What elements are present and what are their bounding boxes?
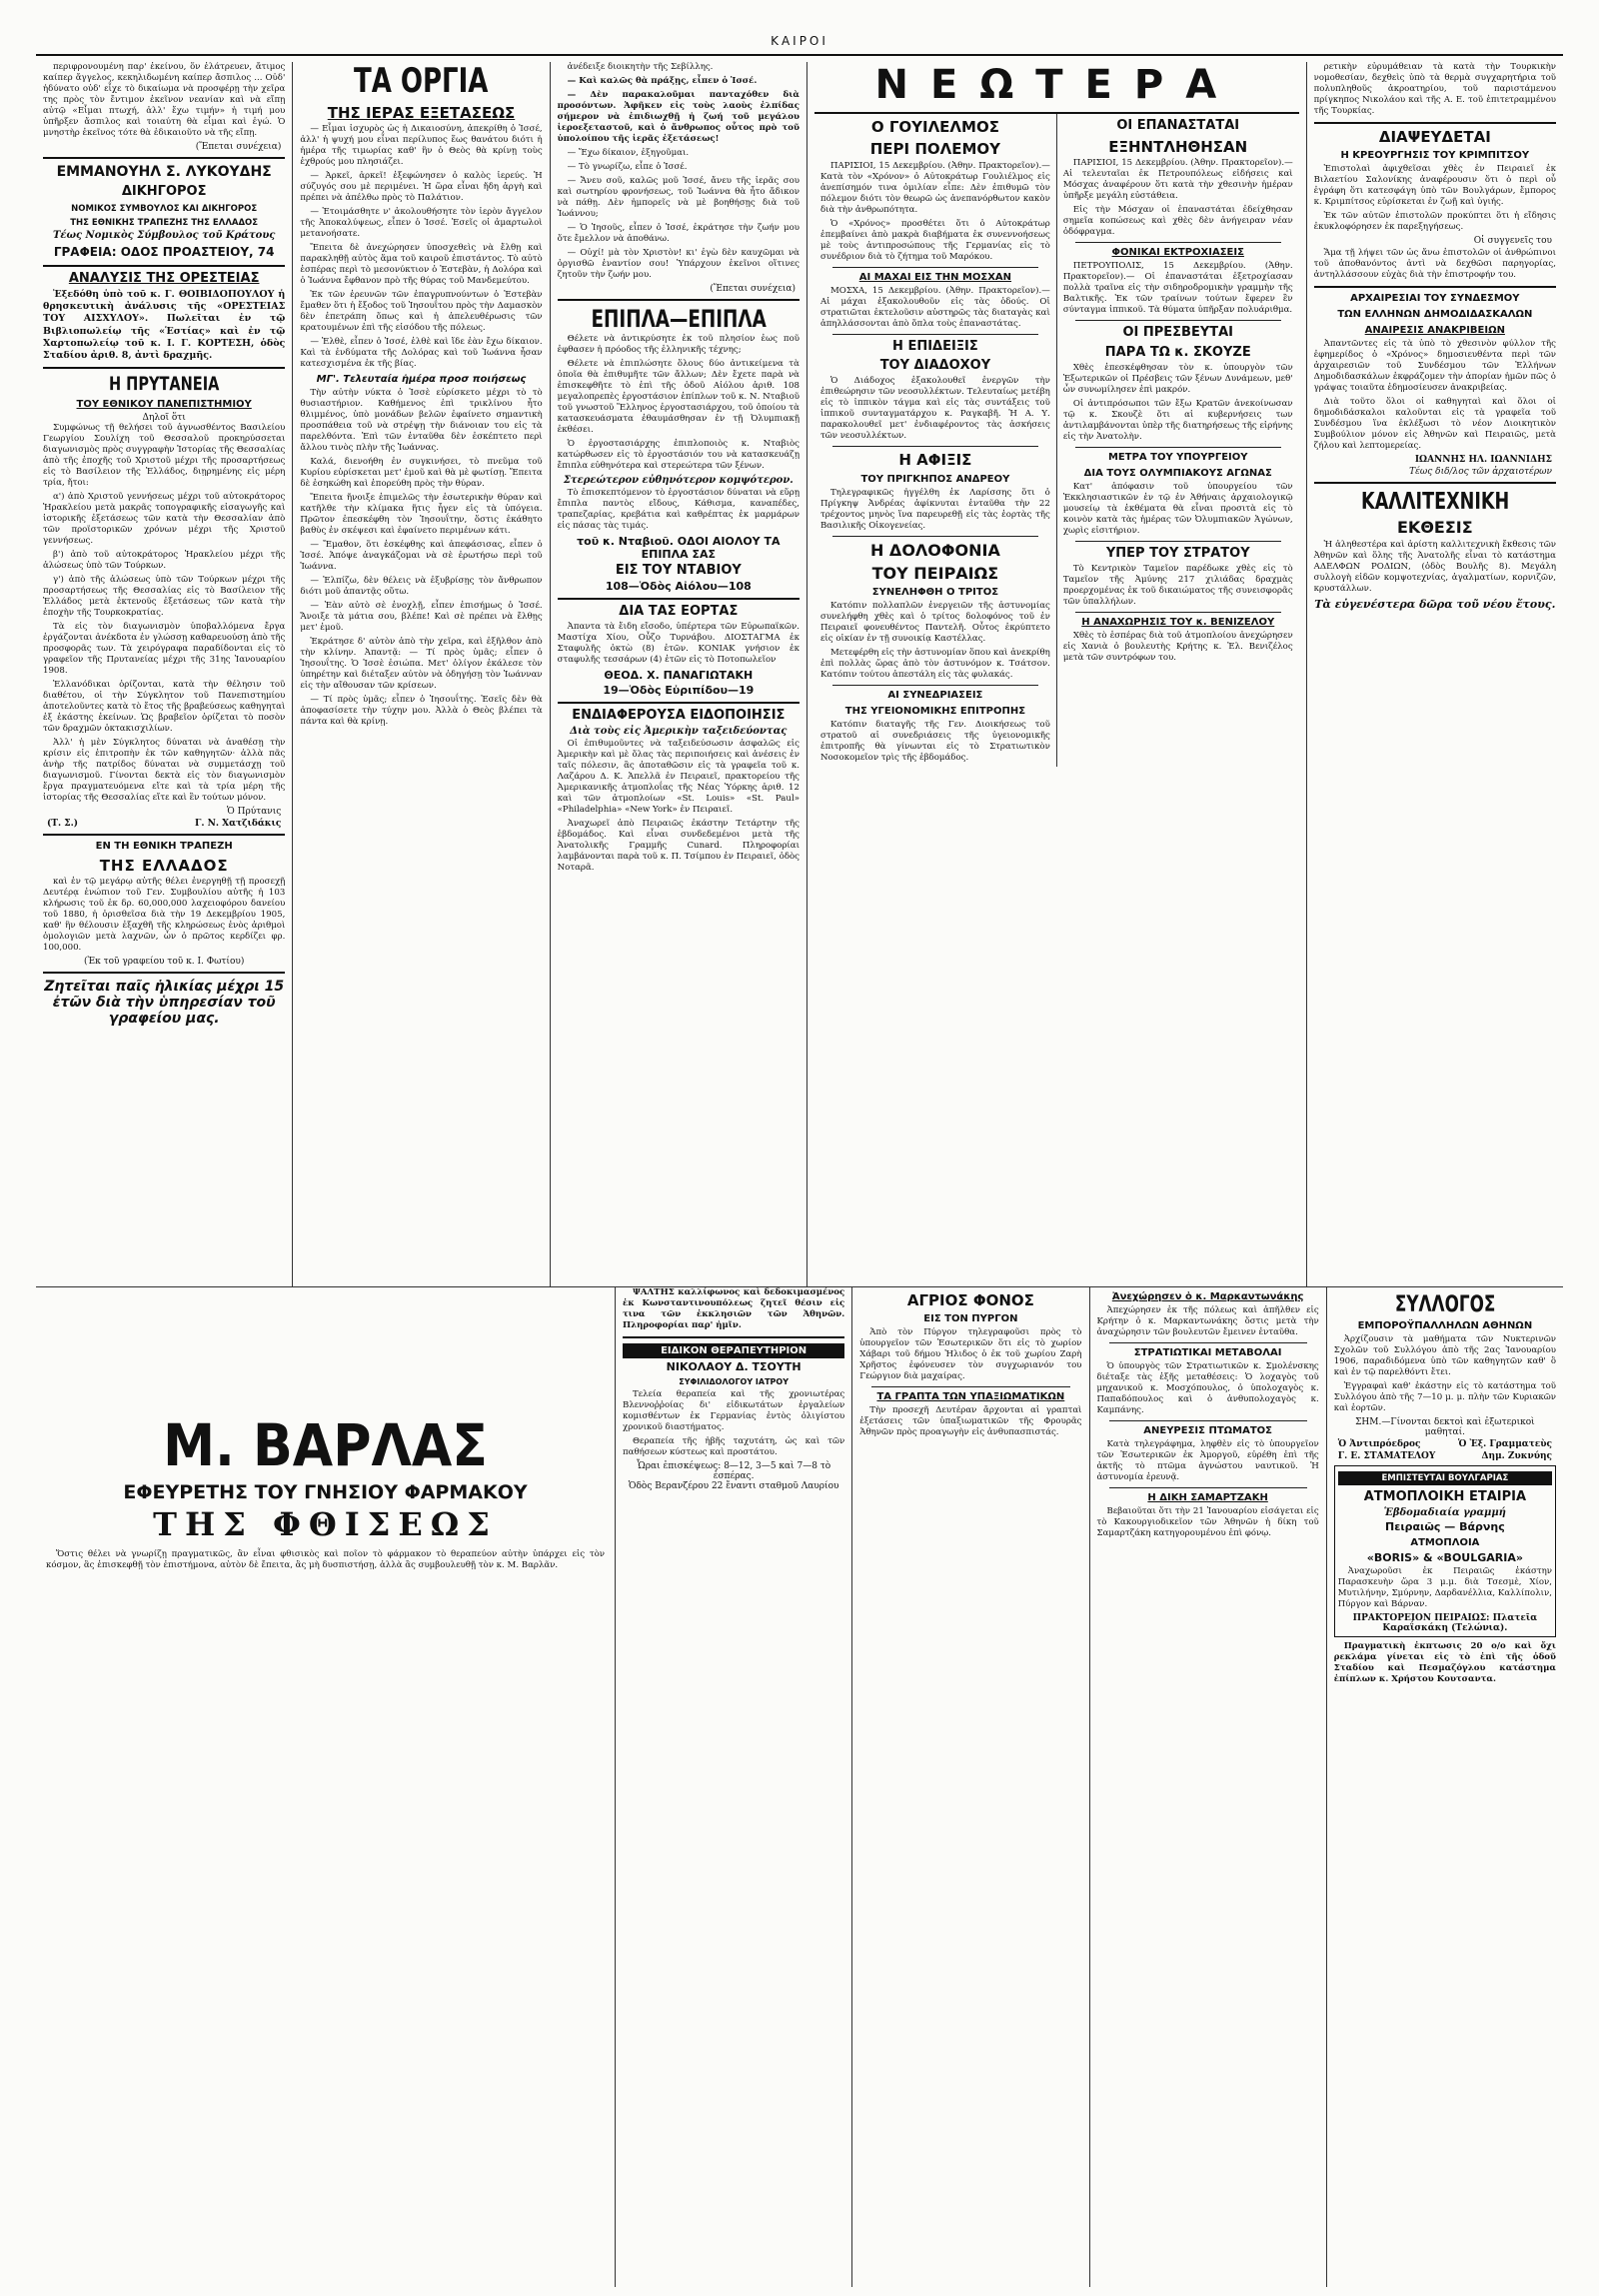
serial-paragraph: — Ἐλθὲ, εἶπεν ὁ Ἰσσέ, ἐλθὲ καὶ ἴδε ἐὰν ἔχω δίκαιον. Καὶ τὰ ἐνδύματα τῆς Δολόρας καὶ τοῦ Ἰωάννα ἦσαν κατεσχισμένα ἐκ τῆς βίας. — [300, 336, 543, 369]
serial-paragraph: — Καὶ καλῶς θὰ πράξῃς, εἶπεν ὁ Ἰσσέ. — [567, 76, 758, 86]
divider — [43, 157, 285, 159]
divider — [1075, 447, 1281, 448]
derailment-headline: ΦΟΝΙΚΑΙ ΕΚΤΡΟΧΙΑΣΕΙΣ — [1111, 247, 1244, 259]
oresteia-headline: ΑΝΑΛΥΣΙΣ ΤΗΣ ΟΡΕΣΤΕΙΑΣ — [68, 271, 260, 287]
news-column-left — [814, 114, 1057, 767]
art-slogan: Τὰ εὐγενέστερα δῶρα τοῦ νέου ἔτους. — [1314, 597, 1556, 611]
furniture-paragraph: Θέλετε νὰ ἀντικρύσητε ἐκ τοῦ πλησίον ἐως ποῦ ἐφθασεν ἡ πρόοδος τῆς ἑλληνικῆς τέχνης; — [557, 334, 800, 356]
art-headline-2: ΕΚΘΕΣΙΣ — [1396, 518, 1473, 538]
news-paragraph: Ὁ «Χρόνος» προσθέτει ὅτι ὁ Αὐτοκράτωρ ἐπεμβαίνει ἀπὸ μακρὰ διαβήματα ἐκ συνεννοήσεως μὲ τοὺς ἀντιπροσώπους τῆς Γερμανίας εἰς τὸ συνέδριον διὰ τὸ ζήτημα τοῦ Μαρόκου. — [819, 218, 1050, 262]
olympics-headline-2: ΔΙΑ ΤΟΥΣ ΟΛΥΜΠΙΑΚΟΥΣ ΑΓΩΝΑΣ — [1083, 468, 1272, 480]
serial-paragraph: Ἐκράτησε δ' αὐτὸν ἀπὸ τὴν χεῖρα, καὶ ἐξῆλθον ἀπὸ τὴν κλίνην. Ἀπαντᾷ: — Τί πρὸς ὑμᾶς; εἶπεν ὁ Ἰησουΐτης. Ὁ Ἰσσὲ ἐσιώπα. Μετ' ὀλίγον ἐκάλεσε τὸν ὑπηρέτην καὶ διέταξεν αὐτὸν νὰ ὁδηγήσῃ τὸν Ἰωάνναν εἰς τὴν αἴθουσαν τῶν κρίσεων. — [300, 636, 543, 691]
serial-paragraph: Ἔπειτα δὲ ἀνεχώρησεν ὑποσχεθεὶς νὰ ἔλθῃ καὶ παρακληθῇ αὐτὸς ἅμα τοῦ καιροῦ ἐπιστάντος. Τὸ αὐτὸ ἑσπέρας περὶ τὸ μεσονύκτιον ὁ Ἐστεβὰν, ἡ Δολόρα καὶ ὁ Ἰωάννα ἔφθανον πρὸ τῆς θύρας τοῦ Μανδεμεύτου. — [300, 242, 543, 286]
bottom-column-6 — [1327, 1287, 1563, 2287]
army-headline: ΥΠΕΡ ΤΟΥ ΣΤΡΑΤΟΥ — [1105, 546, 1250, 562]
serial-paragraph: ἀνέδειξε διοικητὴν τῆς Σεβίλλης. — [567, 62, 714, 72]
prytaneia-paragraph: Ἀλλ' ἡ μὲν Σύγκλητος δύναται νὰ ἀναθέσῃ τὴν κρίσιν εἰς ἐπιτροπὴν ἐκ τῶν καθηγητῶν· ἀλλὰ πᾶς ἀνὴρ τῆς πατρίδος δύναται νὰ συμμετάσχῃ τοῦ διαγωνισμοῦ. Γίνονται δεκτὰ εἰς τὸν διαγωνισμὸν ἔργα πραγματευόμενα εἴτε καὶ τὰ τρία μέρη τῆς ἱστορίας τῆς Θεσσαλίας εἴτε καὶ ἓν τούτων μόνον. — [43, 738, 286, 804]
club-paragraph: Ἀρχίζουσιν τὰ μαθήματα τῶν Νυκτερινῶν Σχολῶν τοῦ Συλλόγου ἀπὸ τῆς 2ας Ἰανουαρίου 1906, παραδιδόμενα ὑπὸ τῶν καθηγητῶν καθ' ὃ καὶ ἐν τῷ παρελθόντι ἔτει. — [1333, 1334, 1556, 1378]
serial-paragraph: — Εἶμαι ἰσχυρὸς ὡς ἡ Δικαιοσύνη, ἀπεκρίθη ὁ Ἰσσέ, ἀλλ' ἡ ψυχή μου εἶναι περίλυπος ἕως θανάτου διότι ἡ ἡμέρα τῆς τιμωρίας καθ' ἣν ὁ Θεὸς θὰ κρίνῃ τοὺς ἐχθρούς μου πλησιάζει. — [300, 123, 543, 167]
news-paragraph: Κατόπιν πολλαπλῶν ἐνεργειῶν τῆς ἀστυνομίας συνελήφθη χθὲς καὶ ὁ τρίτος δολοφόνος τοῦ ἐν Πειραιεῖ φονευθέντος Παντελῆ. Οὗτος ἐκρύπτετο εἰς οἰκίαν ἐν τῇ συνοικίᾳ Καστέλλας. — [819, 601, 1050, 645]
column-3 — [551, 62, 807, 1286]
furniture-address-2: ΕΙΣ ΤΟΥ ΝΤΑΒΙΟΥ — [615, 563, 742, 579]
denial-headline-2: Η ΚΡΕΟΥΡΓΗΣΙΣ ΤΟΥ ΚΡΙΜΠΙΤΣΟΥ — [1340, 150, 1530, 162]
club-signatures-titles — [1338, 1439, 1552, 1449]
serial-paragraph: — Ἄνευ σοῦ, καλῶς μοῦ Ἰσσέ, ἄνευ τῆς ἱερᾶς σου καὶ σωτηρίου φρονήσεως, τοῦ Ἰωάννα θὰ ἦτο ἄδικον νὰ πάθῃ. Δὲν ἠμπορεῖς νὰ μὲ βοηθήσῃς διὰ τοῦ Ἰωάννου; — [557, 176, 800, 219]
bottom-column-5 — [1090, 1287, 1327, 2287]
divider — [832, 446, 1038, 447]
teachers-headline-2: ΤΩΝ ΕΛΛΗΝΩΝ ΔΗΜΟΔΙΔΑΣΚΑΛΩΝ — [1337, 309, 1533, 321]
andreas-headline-2: ΤΟΥ ΠΡΙΓΚΗΠΟΣ ΑΝΔΡΕΟΥ — [860, 473, 1010, 485]
lawyer-line-3: Τέως Νομικὸς Σύμβουλος τοῦ Κράτους — [52, 230, 276, 242]
prytaneia-paragraph: Συμφώνως τῇ θελήσει τοῦ ἀγνωσθέντος Βασιλείου Γεωργίου Σουλίχη τοῦ Θεσσαλοῦ προκηρύσσεται διαγωνισμὸς πρὸς συγγραφὴν Ἱστορίας τῆς Θεσσαλίας ἀπὸ τῆς ἐποχῆς τοῦ Χριστοῦ μέχρι τῆς προσαρτήσεως εἰς τὸ Βασίλειον τῆς Ἑλλάδος, διῃρημένης εἰς μέρη τρία, ἤτοι: — [43, 423, 286, 489]
news-paragraph: ρετικὴν εὐρυμάθειαν τὰ κατὰ τὴν Τουρκικὴν νομοθεσίαν, δεχθεὶς ὑπὸ τὰ θερμὰ συγχαρητήρια τοῦ πολυπληθοῦς ἀκροατηρίου, τοῦ παριστάμενου πρίγκηπος Νικολάου καὶ τῆς Α. Ε. τοῦ ἐπιτετραμμένου τῆς Τουρκίας. — [1313, 62, 1556, 116]
club-note: ΣΗΜ.—Γίνονται δεκτοὶ καὶ ἐξωτερικοὶ μαθηταί. — [1355, 1417, 1535, 1438]
serial-paragraph: — Ἔχω δίκαιον, ἐξηγοῦμαι. — [567, 148, 690, 158]
vice-president-name: Γ. Ε. ΣΤΑΜΑΤΕΛΟΥ — [1337, 1451, 1436, 1462]
furniture-address-3: 108—Ὁδὸς Αἰόλου—108 — [605, 580, 752, 594]
fonos-headline-2: ΕΙΣ ΤΟΝ ΠΥΡΓΟΝ — [923, 1313, 1018, 1325]
revolution-headline-1: ΟΙ ΕΠΑΝΑΣΤΑΤΑΙ — [1116, 118, 1240, 133]
varlas-text: Ὅστις θέλει νὰ γνωρίζῃ πραγματικῶς, ἂν εἶναι φθισικὸς καὶ ποῖον τὸ φάρμακον τὸ θεραπεύον αὐτὴν ὑπάρχει εἰς τὸν κόσμον, ἂς ἐπισκεφθῇ τὸν ἐπιστήμονα, αὐτὸν δὲ ἔπειτα, ἂς μὴ δυσπιστήσῃ, ἀλλὰ ἂς συμβουλευθῇ τὸν κ. Μ. Βαρλᾶν. — [46, 1549, 605, 1570]
prytaneia-headline: Η ΠΡΥΤΑΝΕΙΑ — [108, 373, 220, 396]
divider — [832, 334, 1038, 335]
holiday-headline: ΔΙΑ ΤΑΣ ΕΟΡΤΑΣ — [619, 604, 739, 620]
serial-paragraph: Τὴν αὐτὴν νύκτα ὁ Ἰσσὲ εὑρίσκετο μέχρι τὸ τὸ θυσιαστήριον. Καθήμενος ἐπὶ τρικλίνου ἦτο θλιμμένος, ὑπὸ μονάδων βελῶν ἐφαίνετο σημαντικὴ προσπάθεια τοῦ νὰ στρέψῃ τὴν διάνοιαν του εἰς τὰ παρελθόντα. Ἐπὶ τῶν ἐνταῦθα δὲν ἐσκέπτετο περὶ ἄλλου τινὸς πλὴν τῆς Ἰωάννας. — [300, 387, 543, 453]
serial-subheadline: ΤΗΣ ΙΕΡΑΣ ΕΞΕΤΑΣΕΩΣ — [327, 103, 516, 122]
heir-headline-2: ΤΟΥ ΔΙΑΔΟΧΟΥ — [879, 358, 991, 374]
prytaneia-paragraph: Τὰ εἰς τὸν διαγωνισμὸν ὑποβαλλόμενα ἔργα ἐργάζονται ἀνέκδοτα ἐν γλώσσῃ καθαρευούσῃ ἀπὸ τῆς προσφορᾶς των. Τὰ χειρόγραφα παραδίδονται εἰς τὸ γραφεῖον τῆς Πρυτανείας μέχρι τῆς 31ης Ἰανουαρίου 1908. — [43, 622, 286, 677]
serial-paragraph: — Τί πρὸς ὑμᾶς; εἶπεν ὁ Ἰησουΐτης. Ἐσεῖς δὲν θὰ ἀποφασίσετε τὴν τύχην μου. Ἀλλὰ ὁ Θεὸς βλέπει τὰ πάντα καὶ θὰ κρίνῃ. — [300, 694, 543, 727]
furniture-paragraph: Τὸ ἐπισκεπτόμενον τὸ ἐργοστάσιον δύναται νὰ εὕρῃ ἔπιπλα παντὸς εἴδους, Κάθισμα, καναπέδες, τραπεζαρίας, κρεβάτια καὶ καθρέπτας ἐκ μαρμάρων εἰς πάσας τὰς τιμάς. — [557, 488, 800, 532]
masthead: ΚΑΙΡΟΙ — [771, 34, 828, 48]
rector-name: Γ. Ν. Χατζιδάκις — [195, 819, 282, 830]
ambassadors-headline-2: ΠΑΡΑ ΤΩ κ. ΣΚΟΥΖΕ — [1104, 345, 1251, 361]
divider — [558, 702, 800, 704]
prytaneia-sign-title: Ὁ Πρύτανις — [227, 807, 282, 818]
divider — [558, 299, 800, 301]
clinic-headline: ΕΙΔΙΚΟΝ ΘΕΡΑΠΕΥΤΗΡΙΟΝ — [623, 1343, 844, 1358]
news-paragraph: Ἀπεχώρησεν ἐκ τῆς πόλεως καὶ ἀπῆλθεν εἰς Κρήτην ὁ κ. Μαρκαντωνάκης ὅστις μετὰ τὴν ἀναχώρησιν τῶν βουλευτῶν ἔμεινεν ἐνταῦθα. — [1096, 1305, 1319, 1337]
furniture-slogan: Στερεώτερον εὐθηνότερον κομψότερον. — [563, 475, 794, 487]
column-6 — [1307, 62, 1563, 1286]
news-paragraph: Τὴν προσεχῆ Δευτέραν ἄρχονται αἱ γραπταὶ ἐξετάσεις τῶν ὑπαξιωματικῶν τῆς Φρουρᾶς Ἀθηνῶν πρὸς προαγωγὴν εἰς ἀνθυπασπιστάς. — [859, 1405, 1082, 1438]
seal-mark: (Τ. Σ.) — [47, 819, 78, 830]
divider — [43, 367, 285, 369]
bottom-column-3 — [616, 1287, 852, 2287]
psaltis-ad: ΨΑΛΤΗΣ καλλίφωνος καὶ δεδοκιμασμένος ἐκ Κωνσταντινουπόλεως ζητεῖ θέσιν εἰς τινα τῶν ἐκκλησιῶν τῶν Ἀθηνῶν. Πληροφορίαι παρ' ἡμῖν. — [623, 1287, 845, 1330]
bank-headline-1: ΕΝ ΤΗ ΕΘΝΙΚΗ ΤΡΑΠΕΖΗ — [95, 841, 233, 853]
clinic-doctor-name: ΝΙΚΟΛΑΟΥ Δ. ΤΣΟΥΤΗ — [666, 1360, 801, 1373]
club-headline-2: ΕΜΠΟΡΟΫΠΑΛΛΗΛΩΝ ΑΘΗΝΩΝ — [1357, 1320, 1533, 1332]
murder-headline-1: Η ΔΟΛΟΦΟΝΙΑ — [869, 540, 1000, 560]
vice-president-title: Ὁ Ἀντιπρόεδρος — [1337, 1439, 1421, 1450]
denial-headline-1: ΔΙΑΨΕΥΔΕΤΑΙ — [1378, 128, 1491, 146]
varlas-subtitle-2: ΤΗΣ ΦΘΙΣΕΩΣ — [153, 1505, 498, 1543]
art-headline-1: ΚΑΛΛΙΤΕΧΝΙΚΗ — [1360, 489, 1509, 516]
prytaneia-paragraph: β') ἀπὸ τοῦ αὐτοκράτορος Ἡρακλείου μέχρι τῆς ἁλώσεως ὑπὸ τῶν Τούρκων. — [43, 550, 286, 572]
prytaneia-subheadline: ΤΟΥ ΕΘΝΙΚΟΥ ΠΑΝΕΠΙΣΤΗΜΙΟΥ — [76, 399, 252, 411]
news-paragraph: Μετεφέρθη εἰς τὴν ἀστυνομίαν ὅπου καὶ ἀνεκρίθη ἐπὶ πολλὰς ὥρας ἀπὸ τὸν ἀστυνόμον κ. Τσάτσον. Κατόπιν τούτου ἀπεστάλη εἰς τὰς φυλακάς. — [819, 648, 1050, 681]
news-paragraph: Τηλεγραφικῶς ἠγγέλθη ἐκ Λαρίσσης ὅτι ὁ Πρίγκηψ Ἀνδρέας ἀφίκνυται ἐνταῦθα τὴν 22 τρέχοντος μηνὸς ἵνα παρευρεθῇ εἰς τὰς ἑορτὰς τῆς Βασιλικῆς Οἰκογενείας. — [819, 487, 1050, 531]
serial-paragraph: — Δὲν παρακαλοῦμαι πανταχόθεν διὰ προσόντων. Ἀφῆκεν εἰς τοὺς λαοὺς ἐλπίδας σήμερον νὰ ἐπιδιωχθῇ ἡ ζωή τοῦ μεγάλου ἱεροεξεταστοῦ, καὶ ὁ ἄνθρωπος οὗτος πρὸ τοῦ ὑπολοίπου τῆς ἱερᾶς ἐξετάσεως! — [557, 90, 800, 144]
america-headline: ΕΝΔΙΑΦΕΡΟΥΣΑ ΕΙΔΟΠΟΙΗΣΙΣ — [572, 708, 786, 724]
prytaneia-paragraph: γ') ἀπὸ τῆς ἁλώσεως ὑπὸ τῶν Τούρκων μέχρι τῆς προσαρτήσεως τῆς Θεσσαλίας εἰς τὸ Βασίλειον τῆς Ἑλλάδος μετὰ ἐκτενοῦς ἐξετάσεως τῶν κατὰ τὴν ἐποχὴν τῆς Τουρκοκρατίας. — [43, 575, 286, 619]
america-paragraph: Ἀναχωρεῖ ἀπὸ Πειραιῶς ἐκάστην Τετάρτην τῆς ἑβδομάδος. Καὶ εἶναι συνδεδεμένοι μετὰ τῆς Ἀνατολικῆς Γραμμῆς Cunard. Πληροφορίαι λαμβάνονται παρὰ τοῦ κ. Π. Τσίμπου ἐν Πειραιεῖ, ὁδὸς Νοταρᾶ. — [557, 819, 800, 874]
news-section-title: ΝΕΩΤΕΡΑ — [874, 62, 1239, 108]
clinic-paragraph: Θεραπεία τῆς ἠβῆς ταχυτάτη, ὡς καὶ τῶν παθήσεων κύστεως καὶ προστάτου. — [623, 1435, 845, 1457]
news-paragraph: Κατ' ἀπόφασιν τοῦ ὑπουργείου τῶν Ἐκκλησιαστικῶν ἐν τῷ ἐν Ἀθήναις ἀρχαιολογικῷ μουσείῳ τὰ ἐκθέματα θὰ εἶναι προσιτὰ εἰς τὸ κοινὸν κατὰ τὰς ἡμέρας τῶν Ὀλυμπιακῶν Ἀγώνων, χωρὶς εἰσιτήριον. — [1062, 482, 1293, 537]
serial-paragraph: Ἐκ τῶν ἐρευνῶν τῶν ἐπαγρυπνούντων ὁ Ἐστεβὰν ἔμαθεν ὅτι ἡ ἔξοδος τοῦ Ἰησουΐτου πρὸς τὴν Δαμασκὸν δὲν ἐπετράπη ὅπως καὶ ἡ ἀπελευθέρωσις τῶν κρατουμένων ἐπὶ τῆς εἰσόδου τῆς πόλεως. — [300, 289, 543, 333]
lawyer-line-1: ΝΟΜΙΚΟΣ ΣΥΜΒΟΥΛΟΣ ΚΑΙ ΔΙΚΗΓΟΡΟΣ — [71, 204, 258, 215]
serial-paragraph: — Οὐχί! μὰ τὸν Χριστὸν! κι' ἐγὼ δὲν καυχῶμαι νὰ ὀργισθῶ ἐναντίον σου! Ὑπάρχουν ἐκεῖνοι οἵτινες ζητοῦν τὴν ζωήν μου. — [557, 248, 800, 280]
olympics-headline-1: ΜΕΤΡΑ ΤΟΥ ΥΠΟΥΡΓΕΙΟΥ — [1107, 452, 1248, 464]
serial-paragraph: — Ἀρκεῖ, ἀρκεῖ! ἐξεφώνησεν ὁ καλὸς ἱερεύς. Ἡ σύζυγός σου μὲ περιμένει. Ἡ ὥρα εἶναι ἤδη ἀργὴ καὶ πρέπει νὰ ἀπέλθω πρὸς τὸ Παλάτιον. — [300, 170, 543, 203]
serial-paragraph: — Τὸ γνωρίζω, εἶπε ὁ Ἰσσέ. — [567, 162, 688, 172]
oresteia-text: Ἐξεδόθη ὑπὸ τοῦ κ. Γ. ΘΟΙΒΙΔΟΠΟΥΛΟΥ ἡ θρησκευτικὴ ἀνάλυσις τῆς «ΟΡΕΣΤΕΙΑΣ ΤΟΥ ΑΙΣΧΥΛΟΥ». Πωλεῖται ἐν τῷ Βιβλιοπωλείῳ τῆς «Ἑστίας» καὶ ἐν τῷ Χαρτοπωλείῳ τοῦ κ. Ι. Γ. ΚΟΡΤΕΣΗ, ὁδὸς Σταδίου ἀριθ. 8, ἀντὶ δραχμῆς. — [43, 289, 286, 361]
divider — [43, 265, 285, 267]
top-rule — [36, 54, 1563, 56]
news-section — [807, 62, 1307, 1286]
shipping-route: Πειραιῶς — Βάρνης — [1385, 1520, 1505, 1534]
secretary-title: Ὁ Ἐξ. Γραμματεὺς — [1457, 1439, 1552, 1450]
news-subcolumns — [814, 114, 1299, 767]
murder-headline-2: ΤΟΥ ΠΕΙΡΑΙΩΣ — [871, 564, 999, 584]
divider — [1109, 1420, 1307, 1421]
ad-spacer — [46, 1297, 605, 1407]
news-paragraph: ΠΑΡΙΣΙΟΙ, 15 Δεκεμβρίου. (Ἀθην. Πρακτορεῖον).— Αἱ τελευταῖαι ἐκ Πετρουπόλεως εἰδήσεις καὶ Μόσχας ἀναφέρουν ὅτι κατὰ τὴν χθεσινὴν ἡμέραν ὑπῆρξε μεγάλη εὐστάθεια. — [1062, 158, 1293, 202]
serial-paragraph: — Ἐὰν αὐτὸ σὲ ἐνοχλῇ, εἶπεν ἐπισήμως ὁ Ἰσσέ. Ἄνοιξε τὰ μάτια σου, βλέπε! Καὶ σὲ πρέπει νὰ ἔλθῃς μετ' ἐμοῦ. — [300, 600, 543, 633]
shipping-boats-headline: ΑΤΜΟΠΛΟΙΑ — [1410, 1537, 1480, 1549]
news-banner — [814, 62, 1299, 114]
lawyer-title: ΔΙΚΗΓΟΡΟΣ — [121, 184, 207, 200]
divider — [1314, 122, 1556, 124]
serial-paragraph: Ἔπειτα ἤνοιξε ἐπιμελῶς τὴν ἐσωτερικὴν θύραν καὶ κατῆλθε τὴν κλίμακα ἥτις ἦγεν εἰς τὰ ὑπόγεια. Πρῶτον ἐπεσκέφθη τὸν Ἰησουΐτην, ὅστις ἐκάθητο βαθὺς ἐν σκέψεσι καὶ ἐφαίνετο περιμένων κάτι. — [300, 492, 543, 536]
serial-paragraph: — Ἐτοιμάσθητε ν' ἀκολουθήσητε τὸν ἱερὸν ἄγγελον τῆς Ἀποκαλύψεως, εἶπεν ὁ Ἰσσέ. Ἐσεῖς οἱ ἁμαρτωλοὶ μετανοήσατε. — [300, 206, 543, 239]
lawyer-line-2: ΤΗΣ ΕΘΝΙΚΗΣ ΤΡΑΠΕΖΗΣ ΤΗΣ ΕΛΛΑΔΟΣ — [70, 218, 259, 229]
bank-source: (Ἐκ τοῦ γραφείου τοῦ κ. Ι. Φωτίου) — [83, 957, 245, 968]
exams-headline: ΤΑ ΓΡΑΠΤΑ ΤΩΝ ΥΠΑΞΙΩΜΑΤΙΚΩΝ — [876, 1391, 1065, 1403]
lawyer-address: ΓΡΑΦΕΙΑ: ΟΔΟΣ ΠΡΟΑΣΤΕΙΟΥ, 74 — [53, 245, 275, 260]
news-paragraph: ΠΑΡΙΣΙΟΙ, 15 Δεκεμβρίου. (Ἀθην. Πρακτορεῖον).—Κατὰ τὸν «Χρόνον» ὁ Αὐτοκράτωρ Γουλιέλμος εἰς ἀνεπίσημόν τινα ὁμιλίαν εἶπε: Δὲν ἐπιθυμῶ τὸν πόλεμον διότι τὸν θεωρῶ ὡς ἀνεπανόρθωτον κακὸν διὰ τὴν ἀνθρωπότητα. — [819, 160, 1050, 215]
wilhelm-headline-1: Ο ΓΟΥΙΛΕΛΜΟΣ — [870, 118, 999, 136]
assoc-headline-1: ΑΙ ΣΥΝΕΔΡΙΑΣΕΙΣ — [887, 690, 983, 702]
news-paragraph: Ὁ Διάδοχος ἐξακολουθεῖ ἐνεργῶν τὴν ἐπιθεώρησιν τῶν νεοσυλλέκτων. Τελευταίως μετέβη εἰς τὸ ἱππικὸν τάγμα καὶ εἰς τὰς συντάξεις τοῦ ἱππικοῦ συνταγματάρχου κ. Ραγκαβῆ. Ἡ Α. Υ. παρακολουθεῖ μετ' ἐνδιαφέροντος τὰς ἀσκήσεις τῶν νεοσυλλέκτων. — [819, 376, 1050, 442]
furniture-paragraph: Θέλετε νὰ ἐπιπλώσητε ὅλους δύο ἀντικείμενα τὰ ὁποῖα θὰ ἐπιθυμῆτε τῶν ἄλλων; Δὲν ἔχετε παρὰ νὰ ἐπισκεφθῆτε τὸ ἐπὶ τῆς ὁδοῦ Αἰόλου ἀριθ. 108 μεγαλοπρεπὲς ἐργοστάσιον ἐπίπλων τοῦ κ. Ν. Νταβιοῦ τοῦ γνωστοῦ Ἕλληνος ἐργοστασιάρχου, τοῦ ὁποίου τὰ κατασκευάσματα ἐθαυμάσθησαν ἐν τῇ Ὀλυμπιακῇ ἐκθέσει. — [557, 359, 800, 436]
clinic-hours: Ὧραι ἐπισκέψεως: 8—12, 3—5 καὶ 7—8 τὸ ἑσπέρας. — [637, 1460, 831, 1481]
moscow-headline: ΑΙ ΜΑΧΑΙ ΕΙΣ ΤΗΝ ΜΟΣΧΑΝ — [858, 271, 1012, 283]
wanted-ad: Ζητεῖται παῖς ἡλικίας μέχρι 15 ἐτῶν διὰ τὴν ὑπηρεσίαν τοῦ γραφείου μας. — [44, 979, 285, 1028]
news-paragraph: Διὰ τοῦτο ὅλοι οἱ καθηγηταὶ καὶ ὅλοι οἱ δημοδιδάσκαλοι καλοῦνται εἰς τὰ γραφεῖα τοῦ Συνδέσμου ἵνα ἐκλέξωσι τὸ νέον Διοικητικὸν Συμβούλιον μόνον εἰς Ἀθηνῶν καὶ Πειραιῶς, μετὰ ζήλου καὶ λεπτομερείας. — [1313, 397, 1556, 452]
serial-paragraph: — Ἐλπίζω, δὲν θέλεις νὰ ἐξυβρίσῃς τὸν ἄνθρωπον διότι μοῦ ἀπαντᾷς οὕτω. — [300, 575, 543, 597]
shipping-agent: ΠΡΑΚΤΟΡΕΙΟΝ ΠΕΙΡΑΙΩΣ: Πλατεῖα Καραΐσκάκη (Τελώνια). — [1352, 1613, 1538, 1634]
ambassadors-headline-1: ΟΙ ΠΡΕΣΒΕΥΤΑΙ — [1122, 325, 1234, 341]
prytaneia-paragraph: Ἐλλανόδικαι ὁρίζονται, κατὰ τὴν θέλησιν τοῦ διαθέτου, οἱ τὴν Σύγκλητον τοῦ Πανεπιστημίου ἀποτελοῦντες κατὰ τὸ ἔτος τῆς βραβεύσεως καθηγηταὶ ἐξ ἑκάστης ἐκείνων. Ὡς βραβεῖον ὁρίζεται τὸ ποσὸν τῶν δραχμῶν ὀκτακισχιλίων. — [43, 680, 286, 735]
club-headline-1: ΣΥΛΛΟΓΟΣ — [1394, 1292, 1496, 1317]
clinic-doctor-title: ΣΥΦΙΛΙΔΟΛΟΓΟΥ ΙΑΤΡΟΥ — [679, 1377, 789, 1386]
news-paragraph: Τὸ Κεντρικὸν Ταμεῖον παρέδωκε χθὲς εἰς τὸ Ταμεῖον τῆς Ἀμύνης 217 χιλιάδας δραχμὰς προερχομένας ἐκ τοῦ δικαιώματος τῆς συνεισφορᾶς τῶν ὑπαλλήλων. — [1062, 564, 1293, 607]
shipping-line: Ἑβδομαδιαία γραμμή — [1383, 1507, 1506, 1519]
secretary-name: Δημ. Ζυκνύης — [1481, 1451, 1552, 1462]
prytaneia-paragraph: α') ἀπὸ Χριστοῦ γεννήσεως μέχρι τοῦ αὐτοκράτορος Ἡρακλείου μετὰ μακρᾶς τοπογραφικῆς εἰσαγωγῆς καὶ ἱστορικῆς ἐξετάσεως τῶν κατὰ τὴν Θεσσαλίαν ἀπὸ τῶν προϊστορικῶν χρόνων μέχρι τῆς Χριστοῦ γεννήσεως. — [43, 492, 286, 547]
news-paragraph: Εἰς τὴν Μόσχαν οἱ ἐπαναστάται ἐδείχθησαν σημεῖα κοπώσεως καὶ χθὲς δὲν ἀνήγειραν νέαν ὁδόφραγμα. — [1062, 205, 1293, 238]
prytaneia-declares: Δηλοῖ ὅτι — [142, 413, 186, 424]
bank-text: καὶ ἐν τῷ μεγάρῳ αὐτῆς θέλει ἐνεργηθῇ τῇ προσεχῇ Δευτέρᾳ ἐνώπιον τοῦ Γεν. Συμβουλίου αὐτῆς ἡ 103 κλήρωσις τοῦ ἐκ δρ. 60,000,000 λαχειοφόρου δανείου τοῦ 1880, ἡ ὁρισθεῖσα διὰ τὴν 19 Δεκεμβρίου 1905, καθ' ἣν θέλουσιν ἐξαχθῆ τῆς κληρώσεως ἑνὸς ἀριθμοὶ ὁμολογιῶν μετὰ λαχνῶν, ὧν ὁ πρῶτος κερδίζει φρ. 100,000. — [43, 877, 286, 954]
news-paragraph: Χθὲς τὸ ἑσπέρας διὰ τοῦ ἀτμοπλοίου ἀνεχώρησεν εἰς Χανιὰ ὁ βουλευτὴς Κρήτης κ. Ἐλ. Βενιζέλος μετὰ τῶν συντρόφων του. — [1062, 631, 1293, 663]
serial-paragraph: — Ὁ Ἰησοῦς, εἶπεν ὁ Ἰσσέ, ἐκράτησε τὴν ζωήν μου ὅτε ἔμελλον νὰ ἀποθάνω. — [557, 223, 800, 244]
club-paragraph: Ἐγγραφαὶ καθ' ἑκάστην εἰς τὸ κατάστημα τοῦ Συλλόγου ἀπὸ τῆς 7—10 μ. μ. πλὴν τῶν Κυριακῶν καὶ ἑορτῶν. — [1333, 1381, 1556, 1414]
divider — [1075, 242, 1281, 243]
news-paragraph: Οἱ ἀντιπρόσωποι τῶν ἔξω Κρατῶν ἀνεκοίνωσαν τῷ κ. Σκουζὲ ὅτι αἱ κυβερνήσεις των ἀντιλαμβάνονται ὑπὲρ τῆς διατηρήσεως τῆς εἰρήνης εἰς τὴν Ἀνατολὴν. — [1062, 399, 1293, 443]
teachers-signature: ΙΩΑΝΝΗΣ ΗΛ. ΙΩΑΝΝΙΔΗΣ — [1414, 455, 1552, 466]
news-paragraph: Ἀπὸ τὸν Πύργον τηλεγραφοῦσι πρὸς τὸ ὑπουργεῖον τῶν Ἐσωτερικῶν ὅτι εἰς τὸ χωρίον Χάβαρι τοῦ δήμου Ἠλιδος ὁ ἐκ τοῦ χωρίου Ζαρὴ Χρῆστος ἐφόνευσεν τὸν συγχωριανόν του Γεώργιον διὰ μαχαίρας. — [859, 1327, 1082, 1382]
divider — [558, 598, 800, 600]
divider — [1075, 612, 1281, 613]
chapter-heading: ΜΓ'. Τελευταία ἡμέρα προσ ποιήσεως — [316, 373, 527, 385]
serial-headline: ΤΑ ΟΡΓΙΑ — [354, 62, 489, 101]
divider — [871, 1386, 1069, 1387]
news-paragraph: Ἐκ τῶν αὐτῶν ἐπιστολῶν προκύπτει ὅτι ἡ εἴδησις ἐκυκλοφόρησεν ἐκ παρεξηγήσεως. — [1313, 211, 1556, 233]
news-paragraph: ΠΕΤΡΟΥΠΟΛΙΣ, 15 Δεκεμβρίου. (Ἀθην. Πρακτορεῖον).— Οἱ ἐπαναστάται ἐξετροχίασαν πολλὰ τραῖνα εἰς τὴν σιδηροδρομικὴν γραμμὴν τῆς Βαλτικῆς. Ἐκ τῶν τραίνων τούτων ἔφερεν ἓν σύνταγμα ἱππικοῦ. Τὰ θύματα ὑπῆρξαν πολυάριθμα. — [1062, 261, 1293, 316]
divider — [1109, 1487, 1307, 1488]
furniture-address-1: τοῦ κ. Νταβιοῦ. ΟΔΟΙ ΑΙΟΛΟΥ ΤΑ ΕΠΙΠΛΑ ΣΑΣ — [577, 535, 781, 562]
furniture-headline: ΕΠΙΠΛΑ—ΕΠΙΠΛΑ — [591, 305, 767, 333]
andreas-headline-1: Η ΑΦΙΞΙΣ — [898, 451, 972, 470]
shipping-ad-box — [1334, 1465, 1556, 1637]
teachers-headline-3: ΑΝΑΙΡΕΣΙΣ ΑΝΑΚΡΙΒΕΙΩΝ — [1364, 325, 1505, 337]
news-paragraph: Κατὰ τηλεγράφημα, ληφθὲν εἰς τὸ ὑπουργεῖον τῶν Ἐσωτερικῶν ἐκ Ἀμοργοῦ, εὑρέθη ἐπὶ τῆς ἀκτῆς τὸ πτῶμα ἀγνώστου ναυτικοῦ. Ἡ ἀστυνομία ἐρευνᾷ. — [1096, 1439, 1319, 1482]
divider — [832, 685, 1038, 686]
shipping-kicker: ΕΜΠΙΣΤΕΥΤΑΙ ΒΟΥΛΓΑΡΙΑΣ — [1338, 1471, 1552, 1485]
continued-note: (Ἔπεται συνέχεια) — [195, 142, 282, 152]
heir-headline-1: Η ΕΠΙΔΕΙΞΙΣ — [892, 338, 978, 354]
divider — [1075, 541, 1281, 542]
news-paragraph: Ἀπαντῶντες εἰς τὰ ὑπὸ τὸ χθεσινὸν φύλλον τῆς ἐφημερίδος ὁ «Χρόνος» δημοσιευθέντα περὶ τῶν ἀρχαιρεσιῶν τοῦ Συνδέσμου τῶν Ἑλλήνων Δημοδιδασκάλων ἐκφράζομεν τὴν ἀπορίαν ἡμῶν πῶς ὁ γράψας τοιαῦτα ἐδημοσίευσεν ἀνακριβείας. — [1313, 339, 1556, 394]
bottom-column-4 — [852, 1287, 1089, 2287]
news-paragraph: Χθὲς ἐπεσκέφθησαν τὸν κ. ὑπουργὸν τῶν Ἐξωτερικῶν οἱ Πρέσβεις τῶν ξένων Δυνάμεων, μεθ' ὧν συνωμίλησεν ἐπὶ μακρόν. — [1062, 363, 1293, 396]
prytaneia-signature — [47, 819, 281, 829]
divider — [623, 1336, 844, 1338]
news-paragraph: ΜΟΣΧΑ, 15 Δεκεμβρίου. (Ἀθην. Πρακτορεῖον).— Αἱ μάχαι ἐξακολουθοῦν εἰς τὰς ὁδούς. Οἱ στρατιῶται ἐκτελοῦσιν αὐστηρῶς τὰς διαταγὰς καὶ ἀπηλλάσσονται ἀπὸ ὅπλα τοὺς ἐπαναστάτας. — [819, 285, 1050, 329]
trial-headline: Η ΔΙΚΗ ΣΑΜΑΡΤΖΑΚΗ — [1147, 1492, 1268, 1503]
news-paragraph: Ἐπιστολαὶ ἀφιχθεῖσαι χθὲς ἐν Πειραιεῖ ἐκ Βιλαετίου Σαλονίκης ἀναφέρουσιν ὅτι ὁ περὶ οὗ ἐγράφη ὅτι κατεσφάγη ὑπὸ τῶν Βουλγάρων, ἔμπορος κ. Κριμπίτσος εὑρίσκεται ἐν ζωῇ καὶ ὑγιής. — [1313, 164, 1556, 208]
lawyer-name: ΕΜΜΑΝΟΥΗΛ Σ. ΛΥΚΟΥΔΗΣ — [56, 164, 272, 180]
revolution-headline-2: ΕΞΗΝΤΛΗΘΗΣΑΝ — [1108, 137, 1248, 156]
continued-note: (Ἔπεται συνέχεια) — [710, 284, 796, 294]
club-signatures-names — [1338, 1451, 1552, 1461]
column-1 — [36, 62, 293, 1286]
column-2 — [293, 62, 550, 1286]
divider — [43, 972, 285, 974]
venizelos-headline: Η ΑΝΑΧΩΡΗΣΙΣ ΤΟΥ κ. ΒΕΝΙΖΕΛΟΥ — [1081, 617, 1275, 628]
clinic-address: Ὁδὸς Βερανζέρου 22 ἔναντι σταθμοῦ Λαυρίου — [628, 1480, 839, 1491]
teachers-headline-1: ΑΡΧΑΙΡΕΣΙΑΙ ΤΟΥ ΣΥΝΔΕΣΜΟΥ — [1350, 293, 1520, 305]
news-paragraph: Ἡ ἀληθεστέρα καὶ ἀρίστη καλλιτεχνικὴ ἔκθεσις τῶν Ἀθηνῶν καὶ ὅλης τῆς Ἀνατολῆς εἶναι τὸ κατάστημα ΑΔΕΛΦΩΝ ΡΟΔΙΩΝ, (ὁδὸς Βουλῆς 8). Μεγάλη συλλογὴ εἰδῶν κομψοτεχνίας, ἀγαλματίων, κορνιζῶν, κρυστάλλων. — [1313, 539, 1556, 594]
military-headline: ΣΤΡΑΤΙΩΤΙΚΑΙ ΜΕΤΑΒΟΛΑΙ — [1133, 1347, 1282, 1358]
divider — [43, 834, 285, 836]
markantonakis-headline: Ἀνεχώρησεν ὁ κ. Μαρκαντωνάκης — [1111, 1291, 1304, 1302]
top-columns — [36, 62, 1563, 1286]
assoc-headline-2: ΤΗΣ ΥΓΕΙΟΝΟΜΙΚΗΣ ΕΠΙΤΡΟΠΗΣ — [844, 706, 1026, 718]
shipping-boats: «BORIS» & «BOULGARIA» — [1366, 1551, 1523, 1565]
divider — [832, 267, 1038, 268]
bank-headline-2: ΤΗΣ ΕΛΛΑΔΟΣ — [99, 857, 229, 876]
america-paragraph: Οἱ ἐπιθυμοῦντες νὰ ταξειδεύσωσιν ἀσφαλῶς εἰς Ἀμερικὴν καὶ μὲ ὅλας τὰς περιποιήσεις καὶ ἀνέσεις ἐν ταῖς πόλεσιν, ἂς ἀποταθῶσιν εἰς τὰ γραφεῖα τοῦ κ. Λαζάρου Δ. Κ. Ἀπελλᾶ ἐν Πειραιεῖ, πρακτορείου τῆς Ἀμερικανικῆς ἀτμοπλοΐας τῆς Νέας Ὑόρκης ἀριθ. 12 καὶ τῶν ἀτμοπλοίων «St. Louis» «St. Paul» «Philadelphia» «New York» ἐν Πειραιεῖ. — [557, 739, 800, 816]
varlas-name: Μ. ΒΑΡΛΑΣ — [163, 1411, 488, 1479]
varlas-advertisement — [36, 1287, 616, 2287]
bottom-section — [36, 1286, 1563, 2287]
relatives-signature: Οἱ συγγενεῖς του — [1473, 236, 1552, 247]
discount-ad: Πραγματικὴ ἐκπτωσις 20 ο/ο καὶ ὄχι ρεκλάμα γίνεται εἰς τὸ ἐπὶ τῆς ὁδοῦ Σταδίου καὶ Πεσμαζόγλου κατάστημα ἐπίπλων κ. Χρήστου Κουτσαντα. — [1333, 1641, 1556, 1685]
divider — [1075, 320, 1281, 321]
murder-headline-3: ΣΥΝΕΛΗΦΘΗ Ο ΤΡΙΤΟΣ — [871, 587, 999, 599]
divider — [1109, 1342, 1307, 1343]
corpse-headline: ΑΝΕΥΡΕΣΙΣ ΠΤΩΜΑΤΟΣ — [1143, 1425, 1272, 1436]
story-continuation: περιφρονουμένη παρ' ἐκείνου, ὅν ἐλάτρευεν, ἄτιμος καίπερ ἄγγελος, κεκηλιδωμένη καίπερ ἄσπιλος ... Οὐδ' ἠδύνατο οὐδ' εἶχε τὸ δικαίωμα νὰ προσφέρῃ τὴν χεῖρα της πρὸς τὸν ἔντιμον ἐκεῖνον νεανίαν καὶ νὰ εἴπῃ αὐτῷ «Εἶμαι πτωχή, ἀλλ' ἔχω τιμήν» ἡ τιμή μου ὑπῆρξεν ἄσπιλος καὶ τοιαύτη θὰ εἶμαι καὶ ἐγώ. Ὁ μνηστὴρ ἐκεῖνος τότε θὰ ἐδικαιοῦτο νὰ τῆς εἴπῃ. — [43, 62, 286, 138]
clinic-paragraph: Τελεία θεραπεία καὶ τῆς χρονιωτέρας Βλεννοῤῥοίας δι' εἰδικωτάτων ἐργαλείων κομισθέντων ἐκ Γερμανίας ἐντὸς ὀλιγίστου χρονικοῦ διαστήματος. — [623, 1388, 845, 1432]
divider — [832, 536, 1038, 537]
divider — [1314, 286, 1556, 288]
shipping-company: ΑΤΜΟΠΛΟΙΚΗ ΕΤΑΙΡΙΑ — [1363, 1489, 1527, 1505]
furniture-paragraph: Ὁ ἐργοστασιάρχης ἐπιπλοποιὸς κ. Νταβιὸς κατώρθωσεν εἰς τὸ ἐργοστάσιόν του νὰ κατασκευάζῃ ἔπιπλα εὐθηνότερα καὶ στερεώτερα τῶν ξένων. — [557, 439, 800, 472]
news-column-right — [1057, 114, 1299, 767]
shipping-paragraph: Ἀναχωροῦσι ἐκ Πειραιῶς ἑκάστην Παρασκευὴν ὥρα 3 μ.μ. διὰ Τσεσμὲ, Χίον, Μυτιλήνην, Σμύρνην, Δαρδανέλλια, Καλλίπολιν, Πύργον καὶ Βάρναν. — [1337, 1566, 1552, 1610]
news-paragraph: Ὁ ὑπουργὸς τῶν Στρατιωτικῶν κ. Σμολένσκης διέταξε τὰς ἑξῆς μεταθέσεις: Ὁ λοχαγὸς τοῦ μηχανικοῦ κ. Μοσχόπουλος, ὁ ὑπολοχαγὸς κ. Παπαδόπουλος καὶ ὁ ἀνθυπολοχαγὸς κ. Καμπάνης. — [1096, 1361, 1319, 1415]
divider — [1314, 482, 1556, 484]
varlas-subtitle-1: ΕΦΕΥΡΕΤΗΣ ΤΟΥ ΓΝΗΣΙΟΥ ΦΑΡΜΑΚΟΥ — [123, 1481, 528, 1503]
holiday-shop-name: ΘΕΟΔ. Χ. ΠΑΝΑΓΙΩΤΑΚΗ — [604, 669, 754, 683]
america-subheadline: Διὰ τοὺς εἰς Ἀμερικὴν ταξειδεύοντας — [570, 726, 788, 738]
serial-paragraph: Καλά, διενοήθη ἐν συγκινήσει, τὸ πνεῦμα τοῦ Κυρίου εὑρίσκεται μετ' ἐμοῦ καὶ θὰ μὲ φωτίσῃ. Ἔπειτα δὲ ἐσηκώθη καὶ ἐπορεύθη πρὸς τὴν θύραν. — [300, 456, 543, 489]
news-paragraph: Κατόπιν διαταγῆς τῆς Γεν. Διοικήσεως τοῦ στρατοῦ αἱ συνεδριάσεις τῆς ὑγειονομικῆς ἐπιτροπῆς θὰ γίνωνται εἰς τὸ Στρατιωτικὸν Νοσοκομεῖον τρὶς τῆς ἑβδομάδος. — [819, 720, 1050, 764]
news-paragraph: Ἅμα τῇ λήψει τῶν ὡς ἄνω ἐπιστολῶν οἱ ἀνθρώπινοι τοῦ ἀποθανόντος ἀντὶ νὰ δεχθῶσι παρηγορίας, ἀντηλλάσσουν εὐχὰς διὰ τὴν ἐπιστροφήν του. — [1313, 248, 1556, 281]
teachers-role: Τέως διδ/λος τῶν ἀρχαιοτέρων — [1409, 467, 1552, 478]
news-paragraph: Βεβαιοῦται ὅτι τὴν 21 Ἰανουαρίου εἰσάγεται εἰς τὸ Κακουργιοδικεῖον τῶν Ἀθηνῶν ἡ δίκη τοῦ Σαμαρτζάκη κατηγορουμένου ἐπὶ φόνῳ. — [1096, 1506, 1319, 1538]
serial-paragraph: — Ἔμαθον, ὅτι ἐσκέφθης καὶ ἀπεφάσισας, εἶπεν ὁ Ἰσσέ. Ἀπόψε ἀναγκάζομαι νὰ σὲ ἐρωτήσω περὶ τοῦ Ἰωάννα. — [300, 539, 543, 572]
holiday-paragraph: Ἀπαντα τὰ ἔιδη εἴσοδο, ὑπέρτερα τῶν Εὐρωπαϊκῶν. Μαστίχα Χίου, Οὖζο Τυρνάβου. ΔΙΟΣΤΑΓΜΑ ἐκ Σταφυλῆς ὀκτὼ (8) ἐτῶν. ΚΟΝΙΑΚ γνήσιον ἐκ σταφυλῆς τεσσάρων (4) ἐτῶν εἰς τὸ Ποτοπωλεῖον — [557, 622, 800, 666]
wilhelm-headline-2: ΠΕΡΙ ΠΟΛΕΜΟΥ — [869, 140, 1001, 159]
holiday-shop-address: 19—Ὁδὸς Εὐριπίδου—19 — [603, 684, 755, 698]
fonos-headline-1: ΑΓΡΙΟΣ ΦΟΝΟΣ — [906, 1291, 1034, 1309]
